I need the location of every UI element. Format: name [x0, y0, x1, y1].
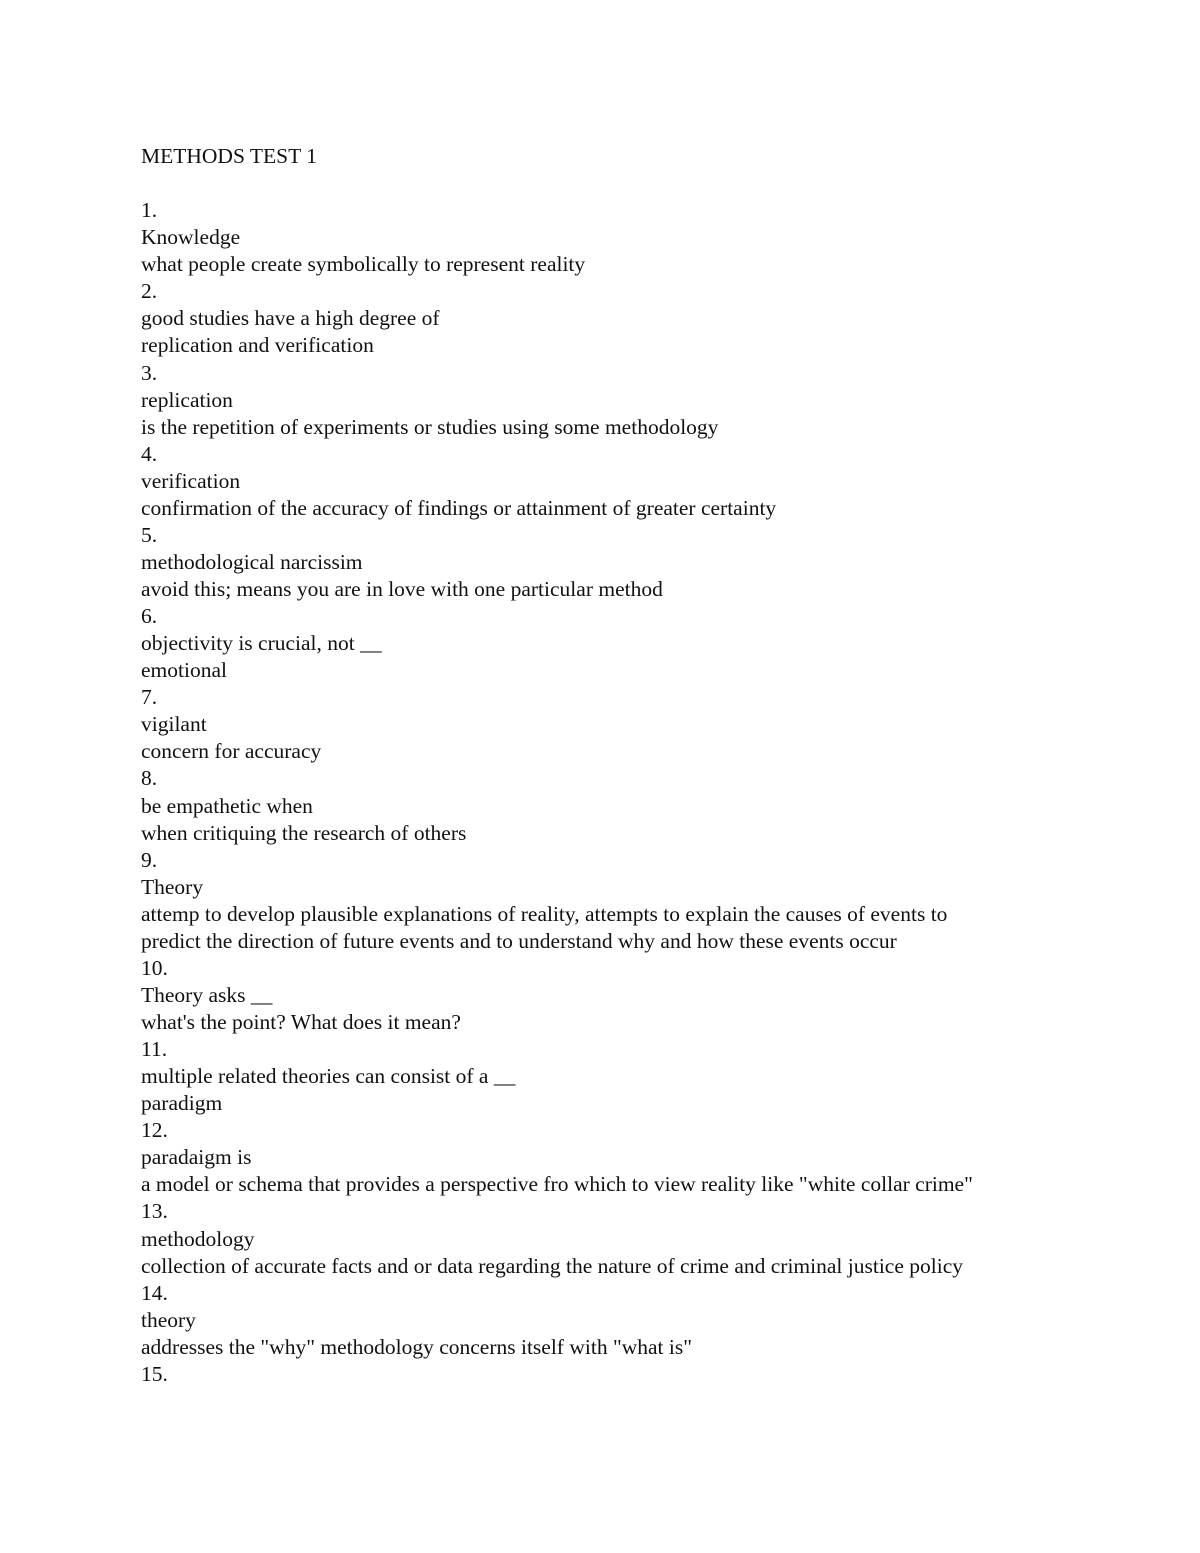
question-term: Knowledge	[141, 225, 241, 250]
question-definition: paradigm	[141, 1091, 223, 1116]
question-term: verification	[141, 468, 241, 493]
question-definition: what people create symbolically to represent reality	[141, 252, 586, 277]
question-term: objectivity is crucial, not __	[141, 631, 382, 656]
question-term: methodology	[141, 1226, 255, 1251]
question-term: be empathetic when	[141, 793, 313, 818]
question-definition: confirmation of the accuracy of findings or attainment of greater certainty	[141, 495, 777, 520]
question-term: theory	[141, 1307, 196, 1332]
question-number: 10.	[141, 955, 168, 980]
blank-line	[141, 170, 1101, 197]
question-definition: is the repetition of experiments or studies using some methodology	[141, 414, 719, 439]
question-term: vigilant	[141, 712, 207, 737]
question-definition: a model or schema that provides a perspective fro which to view reality like "white collar crime"	[141, 1172, 973, 1197]
document-page	[141, 143, 1101, 1388]
question-definition: avoid this; means you are in love with one particular method	[141, 577, 663, 601]
question-term: paradaigm is	[141, 1145, 252, 1170]
question-number: 6.	[141, 604, 158, 629]
question-definition: replication and verification	[141, 333, 374, 358]
question-number: 8.	[141, 766, 158, 791]
question-number: 11.	[141, 1037, 168, 1062]
question-term: Theory	[141, 874, 204, 899]
question-term: multiple related theories can consist of a __	[141, 1064, 516, 1089]
question-number: 13.	[141, 1199, 168, 1224]
question-definition: emotional	[141, 658, 227, 683]
question-number: 1.	[141, 198, 158, 223]
question-definition: attemp to develop plausible explanations of reality, attempts to explain the causes of events to	[141, 901, 948, 926]
question-number: 9.	[141, 847, 158, 872]
question-term: Theory asks __	[141, 982, 273, 1007]
question-definition: collection of accurate facts and or data regarding the nature of crime and criminal justice policy	[141, 1253, 964, 1278]
question-number: 15.	[141, 1361, 168, 1386]
question-number: 5.	[141, 522, 158, 547]
question-term: methodological narcissim	[141, 549, 363, 574]
question-term: replication	[141, 387, 233, 412]
question-number: 7.	[141, 685, 158, 710]
question-number: 3.	[141, 360, 158, 385]
question-term: good studies have a high degree of	[141, 306, 440, 331]
question-definition: predict the direction of future events and to understand why and how these events occur	[141, 928, 897, 953]
document-title: METHODS TEST 1	[141, 144, 317, 168]
question-number: 2.	[141, 279, 158, 304]
question-number: 14.	[141, 1280, 168, 1305]
question-definition: what's the point? What does it mean?	[141, 1010, 461, 1034]
question-definition: when critiquing the research of others	[141, 820, 467, 845]
question-list	[141, 197, 1101, 1388]
question-definition: addresses the "why" methodology concerns itself with "what is"	[141, 1334, 693, 1359]
question-number: 4.	[141, 441, 158, 466]
question-definition: concern for accuracy	[141, 739, 322, 764]
question-number: 12.	[141, 1118, 168, 1143]
